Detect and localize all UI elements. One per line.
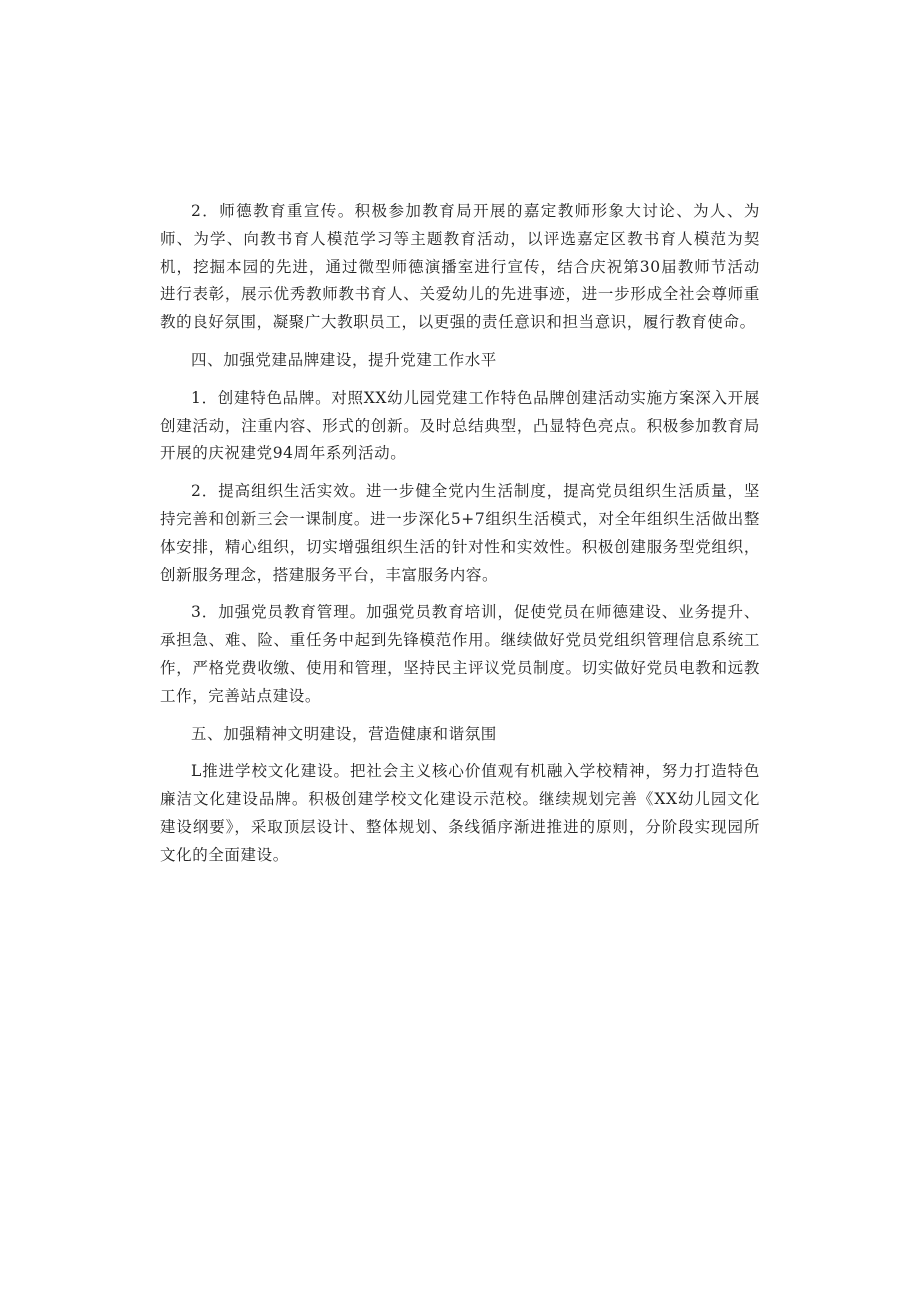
paragraph-member-education: 3．加强党员教育管理。加强党员教育培训，促使党员在师德建设、业务提升、承担急、难、险、重任务中起到先锋模范作用。继续做好党员党组织管理信息系统工作，严格党费收缴、使用和管理，坚持民主评议党员制度。切实做好党员电教和远教工作，完善站点建设。	[160, 603, 760, 705]
paragraph-teacher-ethics-publicity: 2．师德教育重宣传。积极参加教育局开展的嘉定教师形象大讨论、为人、为师、为学、向教书育人模范学习等主题教育活动，以评选嘉定区教书育人模范为契机，挖掘本园的先进，通过微型师德演播室进行宣传，结合庆祝第30届教师节活动进行表彰，展示优秀教师教书育人、关爱幼儿的先进事迹，进一步形成全社会尊师重教的良好氛围，凝聚广大教职员工，以更强的责任意识和担当意识，履行教育使命。	[160, 202, 760, 332]
document-body	[160, 198, 760, 880]
section-heading-spiritual-civilization: 五、加强精神文明建设，营造健康和谐氛围	[191, 724, 497, 743]
paragraph-organization-life: 2．提高组织生活实效。进一步健全党内生活制度，提高党员组织生活质量，坚持完善和创新三会一课制度。进一步深化5+7组织生活模式，对全年组织生活做出整体安排，精心组织，切实增强组织生活的针对性和实效性。积极创建服务型党组织，创新服务理念，搭建服务平台，丰富服务内容。	[160, 482, 760, 584]
paragraph-school-culture: L推进学校文化建设。把社会主义核心价值观有机融入学校精神，努力打造特色廉洁文化建设品牌。积极创建学校文化建设示范校。继续规划完善《XX幼儿园文化建设纲要》，采取顶层设计、整体规划、条线循序渐进推进的原则，分阶段实现园所文化的全面建设。	[160, 762, 760, 864]
paragraph-create-brand: 1．创建特色品牌。对照XX幼儿园党建工作特色品牌创建活动实施方案深入开展创建活动，注重内容、形式的创新。及时总结典型，凸显特色亮点。积极参加教育局开展的庆祝建党94周年系列活动。	[160, 388, 760, 463]
section-heading-party-brand: 四、加强党建品牌建设，提升党建工作水平	[191, 350, 497, 369]
